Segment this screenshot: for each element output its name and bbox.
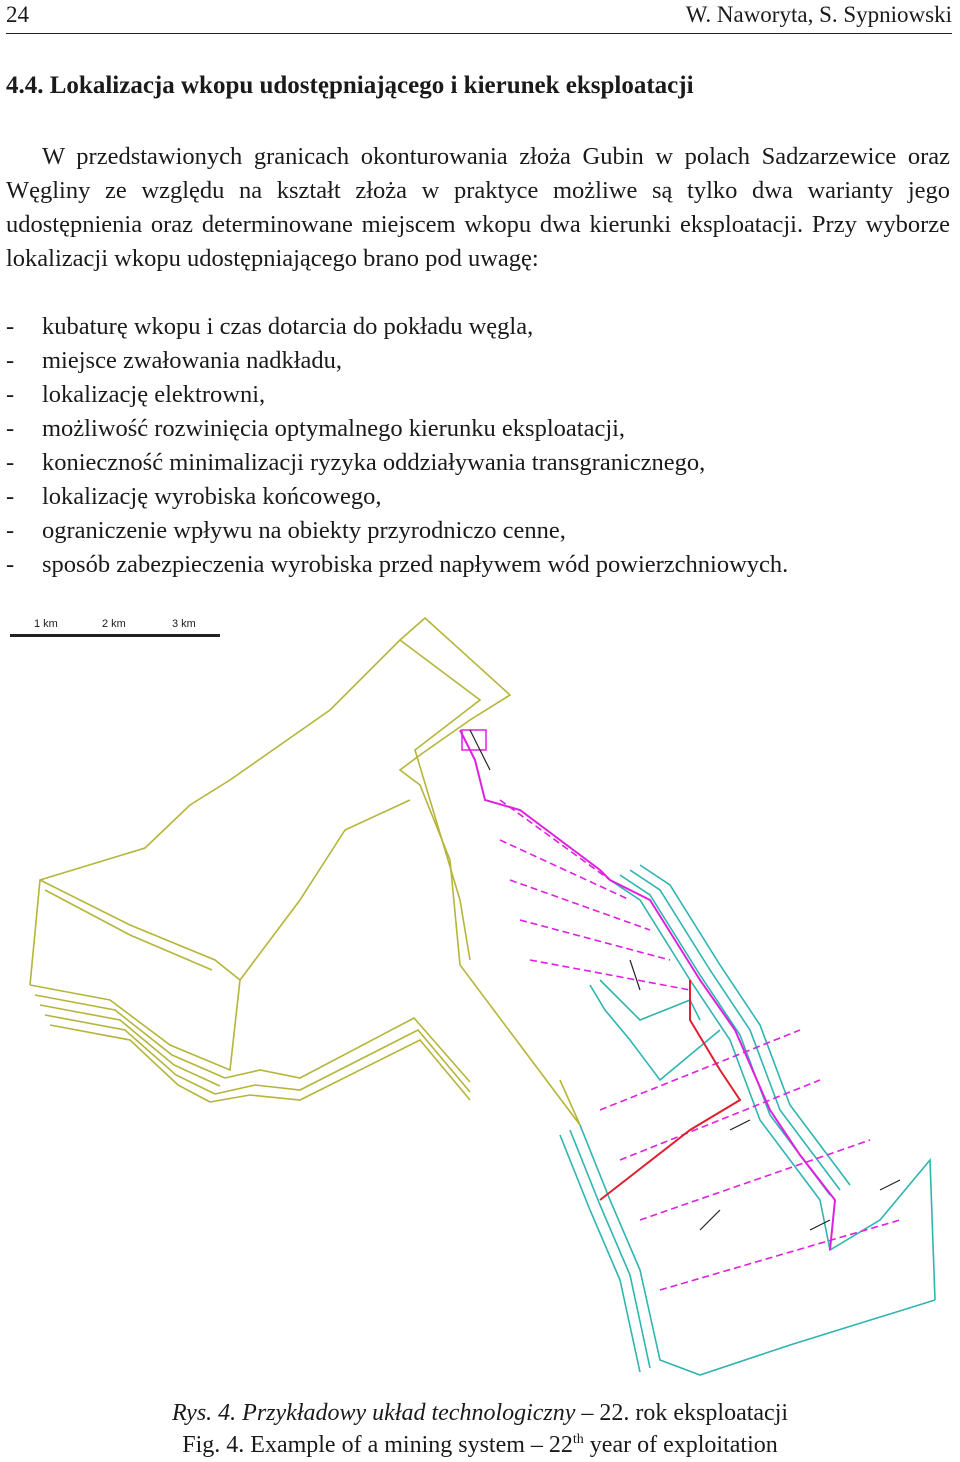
- pit-bench: [590, 985, 720, 1080]
- dump-outline: [225, 1018, 470, 1082]
- list-dash: -: [6, 415, 15, 442]
- scale-line: [10, 634, 220, 637]
- figure-caption-pl: [0, 1400, 960, 1427]
- pit-bench: [570, 1130, 650, 1368]
- list-item: [6, 480, 788, 514]
- pit-bench: [600, 980, 700, 1020]
- list-item-text: możliwość rozwinięcia optymalnego kierunku eksploatacji,: [42, 415, 626, 442]
- running-authors: W. Naworyta, S. Sypniowski: [685, 2, 952, 27]
- caption-en-label: Fig. 4. Example of a mining system: [182, 1432, 525, 1458]
- cut-line: [530, 960, 690, 990]
- caption-en-rest: year of exploitation: [589, 1432, 778, 1458]
- list-dash: -: [6, 347, 15, 374]
- annotation-mark: [880, 1180, 900, 1190]
- scale-label: 1 km: [34, 618, 58, 630]
- dump-outline: [215, 1030, 470, 1094]
- list-item: [6, 310, 788, 344]
- cut-lines: [500, 800, 900, 1290]
- mining-plan-figure: [0, 600, 960, 1400]
- dump-outline: [40, 880, 240, 980]
- caption-en-num: 22: [548, 1432, 573, 1458]
- cut-line: [520, 920, 670, 960]
- page-header: [6, 0, 952, 34]
- cut-line: [600, 1030, 800, 1110]
- list-dash: -: [6, 483, 15, 510]
- scale-label: 2 km: [102, 618, 126, 630]
- figure-caption-en: [0, 1432, 960, 1459]
- list-dash: -: [6, 517, 15, 544]
- list-item-text: lokalizację wyrobiska końcowego,: [42, 483, 382, 510]
- caption-pl-label: Rys. 4. Przykładowy układ technologiczny: [171, 1400, 576, 1426]
- criteria-list: [6, 310, 788, 582]
- list-dash: -: [6, 551, 15, 578]
- pit-bench: [640, 865, 850, 1185]
- list-item: [6, 446, 788, 480]
- caption-en-dash: –: [530, 1432, 543, 1458]
- dump-outline: [400, 640, 480, 960]
- list-item-text: sposób zabezpieczenia wyrobiska przed napływem wód powierzchniowych.: [42, 551, 789, 578]
- list-item: [6, 378, 788, 412]
- list-item: [6, 412, 788, 446]
- list-item-text: konieczność minimalizacji ryzyka oddziaływania transgranicznego,: [42, 449, 706, 476]
- dump-outlines: [30, 618, 580, 1125]
- pit-bench: [820, 1160, 935, 1300]
- list-item: [6, 514, 788, 548]
- dump-outline: [35, 995, 225, 1078]
- cut-line: [620, 1080, 820, 1160]
- annotation-mark: [810, 1220, 830, 1230]
- dump-outline: [210, 1040, 470, 1102]
- annotation-mark: [700, 1210, 720, 1230]
- annotation-mark: [730, 1120, 750, 1130]
- list-item-text: kubaturę wkopu i czas dotarcia do pokładu węgla,: [42, 313, 534, 340]
- list-item-text: miejsce zwałowania nadkładu,: [42, 347, 343, 374]
- dump-outline: [40, 1005, 220, 1086]
- cut-line: [640, 1140, 870, 1220]
- dump-outline: [30, 618, 580, 1125]
- cut-line: [500, 840, 630, 900]
- dump-outline: [30, 800, 410, 1070]
- list-dash: -: [6, 313, 15, 340]
- cut-line: [500, 800, 610, 880]
- cut-line: [660, 1220, 900, 1290]
- scale-bar: [10, 618, 230, 644]
- paragraph-text: W przedstawionych granicach okonturowania złoża Gubin w polach Sadzarzewice oraz Węgliny ze względu na kształt złoża w praktyce możliwe są tylko dwa warianty jego udostępnienia oraz determinowane miejscem wkopu dwa kierunki eksploatacji. Przy wyborze lokalizacji wkopu udostępniającego brano pod uwagę:: [6, 143, 950, 272]
- caption-pl-rest: 22. rok eksploatacji: [599, 1400, 789, 1426]
- dump-outline: [45, 890, 212, 970]
- scale-label: 3 km: [172, 618, 196, 630]
- list-item-text: lokalizację elektrowni,: [42, 381, 266, 408]
- list-item: [6, 344, 788, 378]
- dump-outline: [50, 1025, 210, 1102]
- page-number: 24: [6, 2, 29, 27]
- caption-pl-dash: –: [581, 1400, 594, 1426]
- section-heading: 4.4. Lokalizacja wkopu udostępniającego i kierunek eksploatacji: [6, 72, 694, 99]
- annotation-mark: [630, 960, 640, 990]
- annotation-marks: [470, 730, 900, 1230]
- current-working: [600, 980, 740, 1200]
- pit-bench: [560, 1135, 640, 1372]
- caption-en-sup: th: [572, 1432, 584, 1447]
- list-dash: -: [6, 381, 15, 408]
- dump-outline: [45, 1015, 215, 1094]
- list-item: [6, 548, 788, 582]
- mining-plan-drawing: [0, 600, 960, 1400]
- list-dash: -: [6, 449, 15, 476]
- pit-benches: [560, 865, 935, 1375]
- body-paragraph: [6, 140, 950, 276]
- list-item-text: ograniczenie wpływu na obiekty przyrodniczo cenne,: [42, 517, 566, 544]
